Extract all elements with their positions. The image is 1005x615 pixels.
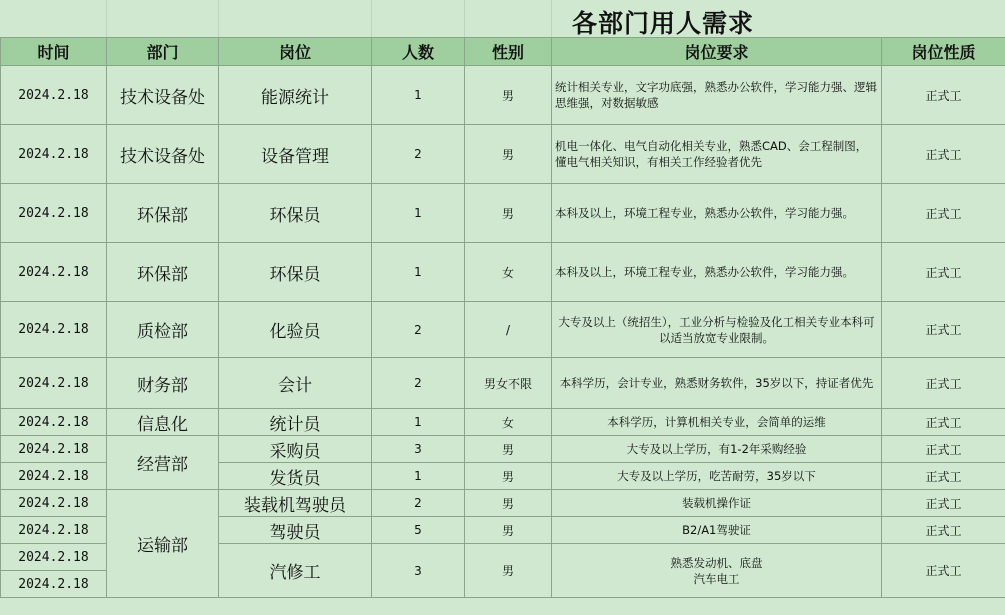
cell-dept[interactable]: 环保部 bbox=[107, 243, 219, 302]
cell-type[interactable]: 正式工 bbox=[882, 436, 1005, 463]
header-type[interactable]: 岗位性质 bbox=[882, 38, 1005, 66]
cell-dept[interactable]: 质检部 bbox=[107, 302, 219, 358]
cell-count[interactable]: 1 bbox=[372, 409, 465, 436]
table-row bbox=[1, 125, 1005, 184]
gridline bbox=[551, 0, 552, 37]
cell-requirement[interactable]: 本科及以上，环境工程专业，熟悉办公软件，学习能力强。 bbox=[552, 184, 882, 243]
cell-post[interactable]: 驾驶员 bbox=[219, 517, 372, 544]
cell-count[interactable]: 2 bbox=[372, 125, 465, 184]
cell-requirement[interactable] bbox=[552, 544, 882, 598]
cell-post[interactable]: 会计 bbox=[219, 358, 372, 409]
cell-count[interactable]: 1 bbox=[372, 463, 465, 490]
cell-type[interactable]: 正式工 bbox=[882, 544, 1005, 598]
header-gender[interactable]: 性别 bbox=[465, 38, 552, 66]
cell-dept[interactable]: 技术设备处 bbox=[107, 125, 219, 184]
cell-date[interactable]: 2024.2.18 bbox=[1, 66, 107, 125]
cell-count[interactable]: 2 bbox=[372, 302, 465, 358]
cell-type[interactable]: 正式工 bbox=[882, 125, 1005, 184]
cell-dept[interactable]: 技术设备处 bbox=[107, 66, 219, 125]
header-date[interactable]: 时间 bbox=[1, 38, 107, 66]
table-row bbox=[1, 436, 1005, 463]
gridline bbox=[106, 0, 107, 37]
header-dept[interactable]: 部门 bbox=[107, 38, 219, 66]
cell-count[interactable]: 1 bbox=[372, 184, 465, 243]
table-row bbox=[1, 358, 1005, 409]
cell-gender[interactable]: 男 bbox=[465, 517, 552, 544]
cell-post[interactable]: 装载机驾驶员 bbox=[219, 490, 372, 517]
header-post[interactable]: 岗位 bbox=[219, 38, 372, 66]
cell-date[interactable]: 2024.2.18 bbox=[1, 358, 107, 409]
table-row bbox=[1, 66, 1005, 125]
cell-count[interactable]: 1 bbox=[372, 243, 465, 302]
cell-gender[interactable]: 男 bbox=[465, 544, 552, 598]
cell-requirement[interactable]: 本科及以上，环境工程专业，熟悉办公软件，学习能力强。 bbox=[552, 243, 882, 302]
cell-gender[interactable]: 男 bbox=[465, 490, 552, 517]
cell-count[interactable]: 3 bbox=[372, 436, 465, 463]
cell-dept[interactable]: 环保部 bbox=[107, 184, 219, 243]
cell-type[interactable]: 正式工 bbox=[882, 184, 1005, 243]
cell-requirement[interactable]: B2/A1驾驶证 bbox=[552, 517, 882, 544]
cell-post[interactable]: 设备管理 bbox=[219, 125, 372, 184]
cell-type[interactable]: 正式工 bbox=[882, 409, 1005, 436]
cell-date[interactable]: 2024.2.18 bbox=[1, 436, 107, 463]
cell-gender[interactable]: 男 bbox=[465, 184, 552, 243]
header-requirement[interactable]: 岗位要求 bbox=[552, 38, 882, 66]
cell-requirement[interactable]: 机电一体化、电气自动化相关专业，熟悉CAD、会工程制图，懂电气相关知识，有相关工作经验者优先 bbox=[552, 125, 882, 184]
cell-count[interactable]: 2 bbox=[372, 490, 465, 517]
cell-date[interactable]: 2024.2.18 bbox=[1, 571, 107, 598]
cell-gender[interactable]: 男 bbox=[465, 125, 552, 184]
sheet-title: 各部门用人需求 bbox=[572, 9, 755, 38]
cell-requirement[interactable]: 本科学历，会计专业，熟悉财务软件，35岁以下，持证者优先 bbox=[552, 358, 882, 409]
cell-gender[interactable]: 女 bbox=[465, 243, 552, 302]
cell-type[interactable]: 正式工 bbox=[882, 66, 1005, 125]
recruitment-table bbox=[0, 37, 1005, 598]
cell-dept[interactable]: 信息化 bbox=[107, 409, 219, 436]
cell-gender[interactable]: 男女不限 bbox=[465, 358, 552, 409]
cell-requirement[interactable]: 本科学历，计算机相关专业，会简单的运维 bbox=[552, 409, 882, 436]
cell-post[interactable]: 汽修工 bbox=[219, 544, 372, 598]
cell-dept[interactable]: 经营部 bbox=[107, 436, 219, 490]
cell-requirement[interactable]: 大专及以上学历，吃苦耐劳，35岁以下 bbox=[552, 463, 882, 490]
cell-gender[interactable]: 男 bbox=[465, 463, 552, 490]
cell-type[interactable]: 正式工 bbox=[882, 463, 1005, 490]
requirement-line: 熟悉发动机、底盘 bbox=[670, 555, 763, 570]
cell-date[interactable]: 2024.2.18 bbox=[1, 184, 107, 243]
gridline bbox=[464, 0, 465, 37]
cell-requirement[interactable]: 统计相关专业，文字功底强，熟悉办公软件，学习能力强、逻辑思维强，对数据敏感 bbox=[552, 66, 882, 125]
cell-date[interactable]: 2024.2.18 bbox=[1, 125, 107, 184]
cell-dept[interactable]: 运输部 bbox=[107, 490, 219, 598]
cell-type[interactable]: 正式工 bbox=[882, 243, 1005, 302]
cell-count[interactable]: 1 bbox=[372, 66, 465, 125]
header-count[interactable]: 人数 bbox=[372, 38, 465, 66]
cell-date[interactable]: 2024.2.18 bbox=[1, 409, 107, 436]
cell-requirement[interactable]: 大专及以上（统招生），工业分析与检验及化工相关专业本科可以适当放宽专业限制。 bbox=[552, 302, 882, 358]
cell-date[interactable]: 2024.2.18 bbox=[1, 463, 107, 490]
cell-date[interactable]: 2024.2.18 bbox=[1, 243, 107, 302]
cell-post[interactable]: 化验员 bbox=[219, 302, 372, 358]
cell-type[interactable]: 正式工 bbox=[882, 517, 1005, 544]
title-row bbox=[0, 0, 1005, 38]
header-row bbox=[1, 38, 1005, 66]
cell-date[interactable]: 2024.2.18 bbox=[1, 517, 107, 544]
cell-gender[interactable]: / bbox=[465, 302, 552, 358]
cell-dept[interactable]: 财务部 bbox=[107, 358, 219, 409]
cell-gender[interactable]: 女 bbox=[465, 409, 552, 436]
gridline bbox=[218, 0, 219, 37]
cell-count[interactable]: 3 bbox=[372, 544, 465, 598]
gridline bbox=[371, 0, 372, 37]
table-row bbox=[1, 243, 1005, 302]
cell-post[interactable]: 环保员 bbox=[219, 243, 372, 302]
cell-type[interactable]: 正式工 bbox=[882, 490, 1005, 517]
cell-gender[interactable]: 男 bbox=[465, 436, 552, 463]
cell-date[interactable]: 2024.2.18 bbox=[1, 302, 107, 358]
cell-date[interactable]: 2024.2.18 bbox=[1, 544, 107, 571]
table-row bbox=[1, 490, 1005, 517]
table-row bbox=[1, 409, 1005, 436]
cell-count[interactable]: 2 bbox=[372, 358, 465, 409]
cell-date[interactable]: 2024.2.18 bbox=[1, 490, 107, 517]
cell-post[interactable]: 能源统计 bbox=[219, 66, 372, 125]
requirement-line: 汽车电工 bbox=[693, 571, 740, 586]
cell-post[interactable]: 统计员 bbox=[219, 409, 372, 436]
cell-post[interactable]: 发货员 bbox=[219, 463, 372, 490]
cell-requirement[interactable]: 大专及以上学历，有1-2年采购经验 bbox=[552, 436, 882, 463]
cell-gender[interactable]: 男 bbox=[465, 66, 552, 125]
cell-post[interactable]: 采购员 bbox=[219, 436, 372, 463]
cell-type[interactable]: 正式工 bbox=[882, 358, 1005, 409]
cell-post[interactable]: 环保员 bbox=[219, 184, 372, 243]
cell-count[interactable]: 5 bbox=[372, 517, 465, 544]
table-row bbox=[1, 184, 1005, 243]
cell-type[interactable]: 正式工 bbox=[882, 302, 1005, 358]
table-row bbox=[1, 302, 1005, 358]
cell-requirement[interactable]: 装载机操作证 bbox=[552, 490, 882, 517]
